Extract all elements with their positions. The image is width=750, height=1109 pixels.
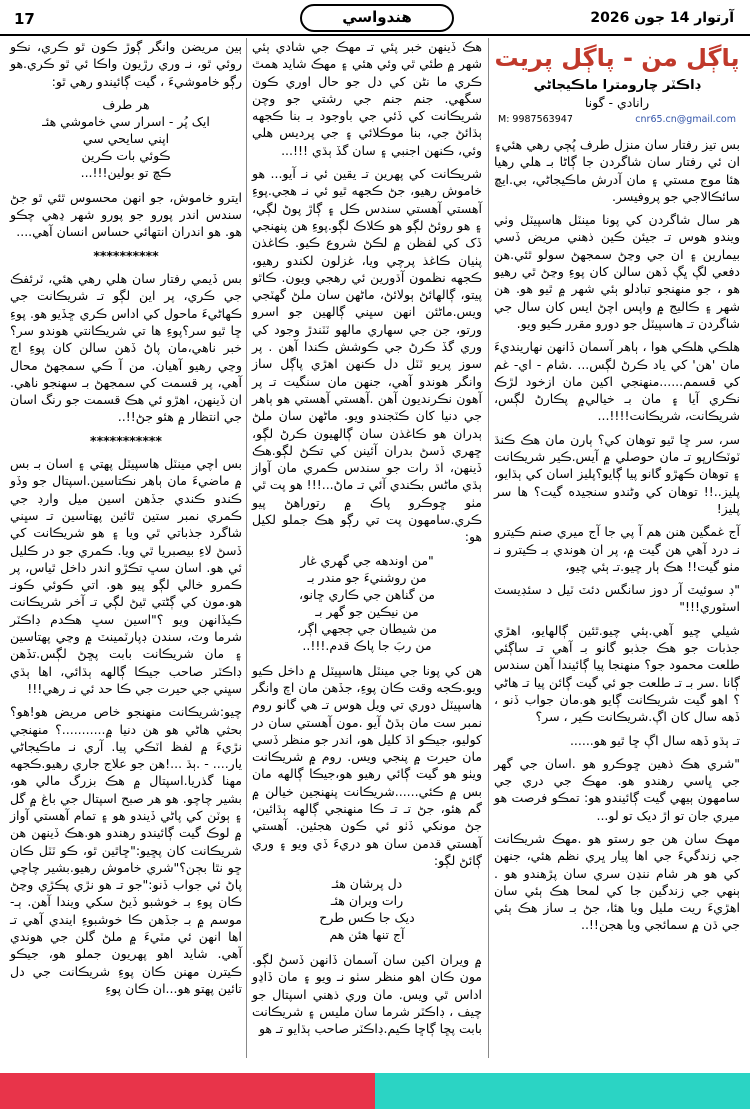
paragraph: شيلي چيو آهي.ٻئي چيو.ٿئين ڳالهايو، اهڙي جذبات جو هڪ جذبو گانو بـ آهي تـ ساڳئي طلعت محمود جو؟ منهنجا پيا ڳائيندا آهن سندس ڳانا .سر بـ تـ طلعت جو ئي گيت ڳائن پيا تـ هاڻي ؟ اهو گيت شريڪانت ڳايو هو.مان جواب ڏنو ، ڏهه سال کان اڳ.شريڪانت ڪير ، سر؟ xyxy=(494,622,740,725)
paragraph: ۾ ويران اکين سان آسمان ڏانهن ڏسڻ لڳو. مون ڪان اهو منظر سٺو نـ ويو ۽ مان ڏاڍو اداس ٿي ويس. مان وري ذهني اسپتال جو چيف ، ڊاڪٽر شرما سان مليس ۽ شريڪانت بابت پڇا ڳاڇا ڪيم.ڊاڪٽر صاحب ٻڌايو تـ هو xyxy=(252,952,482,1037)
paragraph: تـ ٻڌو ڏهه سال اڳ ڇا ٿيو هو...... xyxy=(569,732,740,748)
poem-line: من ربَ جا پاڪ قدم.!!!.. xyxy=(302,637,432,653)
paragraph: هن کي پونا جي مينٽل هاسپيٽل ۾ داخل ڪيو ويو.ڪجه وقت ڪان پوءِ، جڏهن مان اچ وانگر هاسپيٽل دوري تي ويل هوس تـ هي گانو روم نمبر ست مان ٻڌڻ آيو .مون آهستي سان در کوليو، جيڪو اڌ کليل هو، اندر جو منظر ڏسي مان حيرت ۾ پنجي ويس. روم ۾ شريڪانت ويٺو هو گيت ڳائي رهيو هو،جيڪا ڳالهه مان بس ۾ ڪئي......شريڪانت پنهنجين خيالن ۾ گم هئو، جڻ تـ تـ ڪا منهنجي ڳالهه ٻڌائين، جڻ مونکي ڏٺو ئي ڪون هجئين. آهستي آهستي قدمن سان هو دريءَ ڏي ويو ۽ وري ڳائڻ لڳو: xyxy=(252,662,482,868)
poem-stanza xyxy=(252,552,482,654)
paragraph: هلڪي هلڪي هوا ، ٻاهر آسمان ڏانهن نهارينديءَ مان 'هن' کي ياد ڪرڻ لڳس... .شام - اي- غم کي قسمم......منهنجي اکين مان ازخود لڙڪ نڪري آيا ۽ مان بـ خيالي۾ پڪارڻ لڳس، شريڪانت، شريڪانت!!!!... xyxy=(494,339,740,424)
poem-line: ڪوئي بات ڪرين xyxy=(81,147,171,163)
paragraph: مهڪ سان هن جو رستو هو .مهڪ شريڪانت جي زندگيءَ جي اها پيار ڀري نظم هئي، جنهن کي هو هر شام ننڍن سري سان پڙهندو هو . ٻنهي جي زندگين جا کي لمحا هڪ ٻئي سان اهڙيءَ ريت مليل ويا هئا، جڻ بـ ساز هڪ ٻئي جي ڌن ۾ سمائجي ويا هجن!!.. xyxy=(494,830,740,933)
article-column-3 xyxy=(10,38,242,1003)
section-separator: ********** xyxy=(93,247,159,263)
issue-date: آرتوار 14 جون 2026 xyxy=(590,10,734,26)
poem-line: من نيڪين جو گهر بـ xyxy=(315,603,419,619)
paragraph: ايترو خاموش، جو انهن محسوس ٿئي ٿو جڻ سندس اندر پورو جو پورو شهر ڍهي چڪو هو. هو اندران انتهائي حساس انسان آهي.... xyxy=(10,189,242,240)
page-header xyxy=(0,0,750,36)
article-column-1 xyxy=(494,136,740,940)
article-title-block xyxy=(494,38,740,134)
paragraph: چيو:شريڪانت منهنجو خاص مريض هو!هو؟ بحثي هاڻي هو هن دنيا ۾...........؟ منهنجي نڙيءَ ۾ لفظ اٽڪي پيا. آري نـ ماڪيجاڻي يار.... - .ٻڌ ...!هن جو علاج جاري رهيو.ڪجهه مهنا گذريا.اسپتال ۾ هڪ بزرگ مالي هو، بشير چاچو. هو هر صبح اسپتال جي باغ ۾ گل ۽ ٻوٽن کي پاڻي ڏيندو هو ۽ تمام آهستي آواز ۾ لوڪ گيت ڳائيندو رهندو هو.هڪ ڏينهن هن شريڪانت کان پڇيو:"ڇاٿين ٿو، ڪو ٽٽل ڪان ڇو نٿا بڄن؟"شري خاموش رهيو.بشير چاچي پاڻ ئي جواب ڏنو:"جو تـ هو نڙي پڪڙي وڃڻ ڪان پوءِ بـ خوشبو ڏيڻ سکي ويندا آهن. ٻـ- موسم ۾ بـ جڏهن ڪا خوشبوءِ ايندي آهي تـ اها انهن ئي مٽيءَ ۾ ملڻ گلن جي هوندي آهي. شايد اهو پهريون جملو هو، جيڪو ڪيترن مهنن ڪان پوءِ شريڪانت جي دل تائين پهتو هو...ان ڪان پوءِ xyxy=(10,704,242,996)
poem-line: من روشنيءَ جو مندر بـ xyxy=(307,569,427,585)
footer-bar-teal xyxy=(375,1073,750,1109)
poem-line: ايک پُر - اسرار سي خاموشي هئـ xyxy=(42,113,210,129)
paragraph: "شري هڪ ذهين ڇوڪرو هو .اسان جي گهر جي ڀاسي رهندو هو. مهڪ جي دري جي سامهون ٻيهي گيت ڳائيندو هو: تمڪو فرصت هو ميري جان تو اڙ ديک تو لو... xyxy=(494,755,740,823)
article-column-2 xyxy=(252,38,482,1044)
paragraph: بس تيز رفتار سان منزل طرف پُڄي رهي هئي۽ ان ئي رفتار سان شاگردن جا ڳاڻا بـ هلي رهيا هئا موج مستي ۽ مان آدرش ماڪيجاڻي، بي.ايڇ سائڪالاجي جو پروفيسر. xyxy=(494,137,740,204)
paragraph: ٻين مريضن وانگر ڳوڙ ڪون ٿو ڪري، نڪو روئي ٿو، نـ وري رڙيون واڪا ئي ٿو ڪري.هو رڳو خاموشيءَ ، گيت ڳائيندو رهي ٿو: xyxy=(10,39,242,89)
poem-line: آج تنها هئن هم xyxy=(329,927,405,943)
poem-stanza xyxy=(10,96,242,181)
masthead-logo: هندواسي xyxy=(300,4,454,32)
paragraph: بس اچي مينٽل هاسپيٽل پهتي ۽ اسان بـ بس ۾ ماضيءَ مان ٻاهر نڪتاسين.اسپتال جو وڏو ڪندو ڪندي جڏهن اسين ميل وارڊ جي ڪمري نمبر ستين ٿائين پهتاسين تـ سڀني شاگرد جذباتي ٿي ويا ۽ هو شريڪانت کي ڏسڻ لاءِ بيصبريا ٿي ويا. ڪمري جو در ڪليل ئي هو. اسان سڀ تڪڙو اندر داخل ٿياس، پر ڪمرو خالي لڳو پيو هو. اتي ڪوئي ڪونـ هو.مون کي ڳڻتي ٿيڻ لڳي تـ آخر شريڪانت ڪيڏانهن ويو ؟"اسين سڀ هڪدم ڊاڪٽر شرما وٽ، سندن ڊپارٽمينٽ ۾ وڃي پهتاسين ۽ مان شريڪانت بابت پڇڻ لڳس.تڏهن ڊاڪٽر صاحب جيڪا ڳالهه ٻڌائي، اها ٻڌي سڀني جي حيرت جي ڪا حد ئي نـ رهي!!! xyxy=(10,456,242,696)
paragraph: آج غمگين هنن هم آ پي جا آج ميري صنم ڪيترو نـ درد آهي هن گيت ۾، پر ان هوندي بـ ڪيترو نـ مٺو گيت!! هڪ ٻار چيو.تـ ٻئي چيو، xyxy=(494,524,740,574)
paragraph: سر، سر ڇا ٿيو توهان کي؟ ٻارن مان هڪ ڪنڌ ٽوٽڪارڀو تـ مان حوصلي ۾ آيس.ڪير شريڪانت ۽ توهان ڪهڙو گانو پيا ڳايو؟پليز اسان کي ٻڌايو، پليز..!! توهان کي وڻندو سنجيده گيت؟ ها سر پليز! xyxy=(494,431,740,516)
paragraph: هڪ ڏينهن خبر پئي تـ مهڪ جي شادي ٻئي شهر ۾ طئي ٿي وئي هئي ۽ مهڪ شايد همٿ ڪري ما نڻن کي دل جو حال اوري ڪون سگهي. جنم جنم جي رشتي جو وچن شريڪانت کي ڏئي جي باوجود بـ بنا ڪجهه ٻڌائڻ جي، بنا موڪلائي ۽ جي پرديس هلي وئي، ڪنهن اجنبي ۽ سان گڏ ٻڌي !!!... xyxy=(252,39,482,158)
poem-line: رات ويران هئـ xyxy=(330,893,404,909)
poem-line: دل پرشان هئـ xyxy=(331,876,403,892)
poem-line: من گناهن جي ڪاري ڇانو، xyxy=(299,586,435,602)
column-rule xyxy=(246,38,247,1058)
poem-line: ڪچ تو بولين!!!... xyxy=(80,164,172,180)
poem-line: "من اوندهه جي گهري غار xyxy=(300,552,434,568)
article-title: پاڳل من - پاڳل پريت xyxy=(494,44,740,72)
poem-line: هر طرف xyxy=(102,96,150,112)
paragraph: شريڪانت کي پهرين تـ يقين ئي نـ آيو... هو خاموش رهيو، جڻ ڪجهه ٿيو ئي نـ هجي.پوءِ آهستي آهستي سندس ڪل ۽ ڳاڙ پوڻ لڳي، ۽ هو روئڻ لڳو هو ڪلاڪ لڳو.پوءِ هن پنهنجي ڏک کي لفظن ۾ لڪڻ شروع ڪيو. ڪاغذن پٺيان ڪاغذ پرچي ويا، غزلون لکندو رهيو، ڪجهه نظمون آڌورين ئي رهجي ويون. ڪاٿو پيتو، ڳالهائڻ ٻولائڻ، ماڻهن سان ملڻ گهٽجي ويس.ماڻئن انهن سڀني ڳالهين جو اسرو ورتو، جن جي سهاري مالهو ٽٽندڙ وجود کي وري گڏ ڪرڻ جي ڪوشش ڪندا آهن . پر سوز پريو ٽٽل دل ڪنهن اهڙي پاڳل ساز وانگر هوندو آهي، جنهن مان سنگيت تـ پر آهون نڪرنديون آهن .آهستي آهستي هو ٻاهر جي دنيا کان ڪٽجندو ويو. ماڻهن سان ملڻ ٻدران هو ڪاغذن سان ڳالهيون ڪرڻ لڳو، ڇهري ڏسڻ بدران آئينن کي تڪڻ لڳو.هڪ ڏينهن، اڌ رات جو سندس ڪمري مان آواز ٻڌي ماڻس بڪندي آئي تـ ماڻ...!!! هو پت ٿي مٺو ڇوڪرو پاڪ ۾ رتوراهڻ پيو ڪري.سامهون پت تي رڳو هڪ جملو لکيل هو: xyxy=(252,166,482,545)
paragraph: "ڊ سوئيٽ آر دوز سانگس دئٽ ٽيل د سئڊيسٽ اسٽوري!!!" xyxy=(494,582,740,615)
poem-line: اپني سايحي سي xyxy=(82,130,170,146)
paragraph: هر سال شاگردن کي پونا مينٽل هاسپيٽل وٺي ويندو هوس تـ جيئن ڪين ذهني مريض ڏسي بيمارين ۽ ان جي وڃڻ سمجهڻ سولو ٿئي.هن دفعي لڳ ڀڳ ڏهن سالن کان پوءِ وڃڻ ٿي رهيو هو ، جو منهنجو تبادلو ٻئي شهر ۾ ٿيو هو. هن شهر ۽ ڪاليج ۾ واپس اچڻ ايس کان سال جي شاگردن تـ هاسپيٽل جو دورو مقرر ڪيو ويو. xyxy=(494,212,740,331)
section-separator: *********** xyxy=(90,432,162,448)
footer-color-bar xyxy=(0,1073,750,1109)
footer-bar-red xyxy=(0,1073,375,1109)
poem-stanza xyxy=(252,875,482,943)
poem-line: من شيطان جي ڄجهي اڳر، xyxy=(296,620,438,636)
contact-row xyxy=(494,114,740,125)
author-email: cnr65.cn@gmail.com xyxy=(635,114,736,125)
column-rule xyxy=(488,38,489,1058)
poem-line: ديک جا ڪس طرح xyxy=(319,910,415,926)
author-phone: M: 9987563947 xyxy=(498,114,573,125)
page-number: 17 xyxy=(14,10,35,28)
article-place: رانادي - گونا xyxy=(584,95,650,110)
paragraph: بس ڏيمي رفتار سان هلي رهي هئي، ٽرئفڪ جي ڪري، پر اين لڳو تـ شريڪانت جي ڪهاڻيءَ ماحول کي اداس ڪري ڇڏيو هو. پوءِ ڇا ٿيو سر؟پوءِ ها تي شريڪانتي هوندو سر؟خبر ناهي،مان پاڻ ڏهن سالن کان پوءِ اڄ وڃي رهيو آهيان. من آ ڪي سمجهڻ محال آهي، پر قسمت کي سمجهڻ بـ سهنجو ناهي. ان ڏينهن، اهڙو ئي هڪ قسمت جو رنگ اسان جي انتظار ۾ هئو جڻ!!.. xyxy=(10,271,242,425)
article-author: ڊاڪٽر چارومترا ماڪيجاڻي xyxy=(533,78,701,93)
